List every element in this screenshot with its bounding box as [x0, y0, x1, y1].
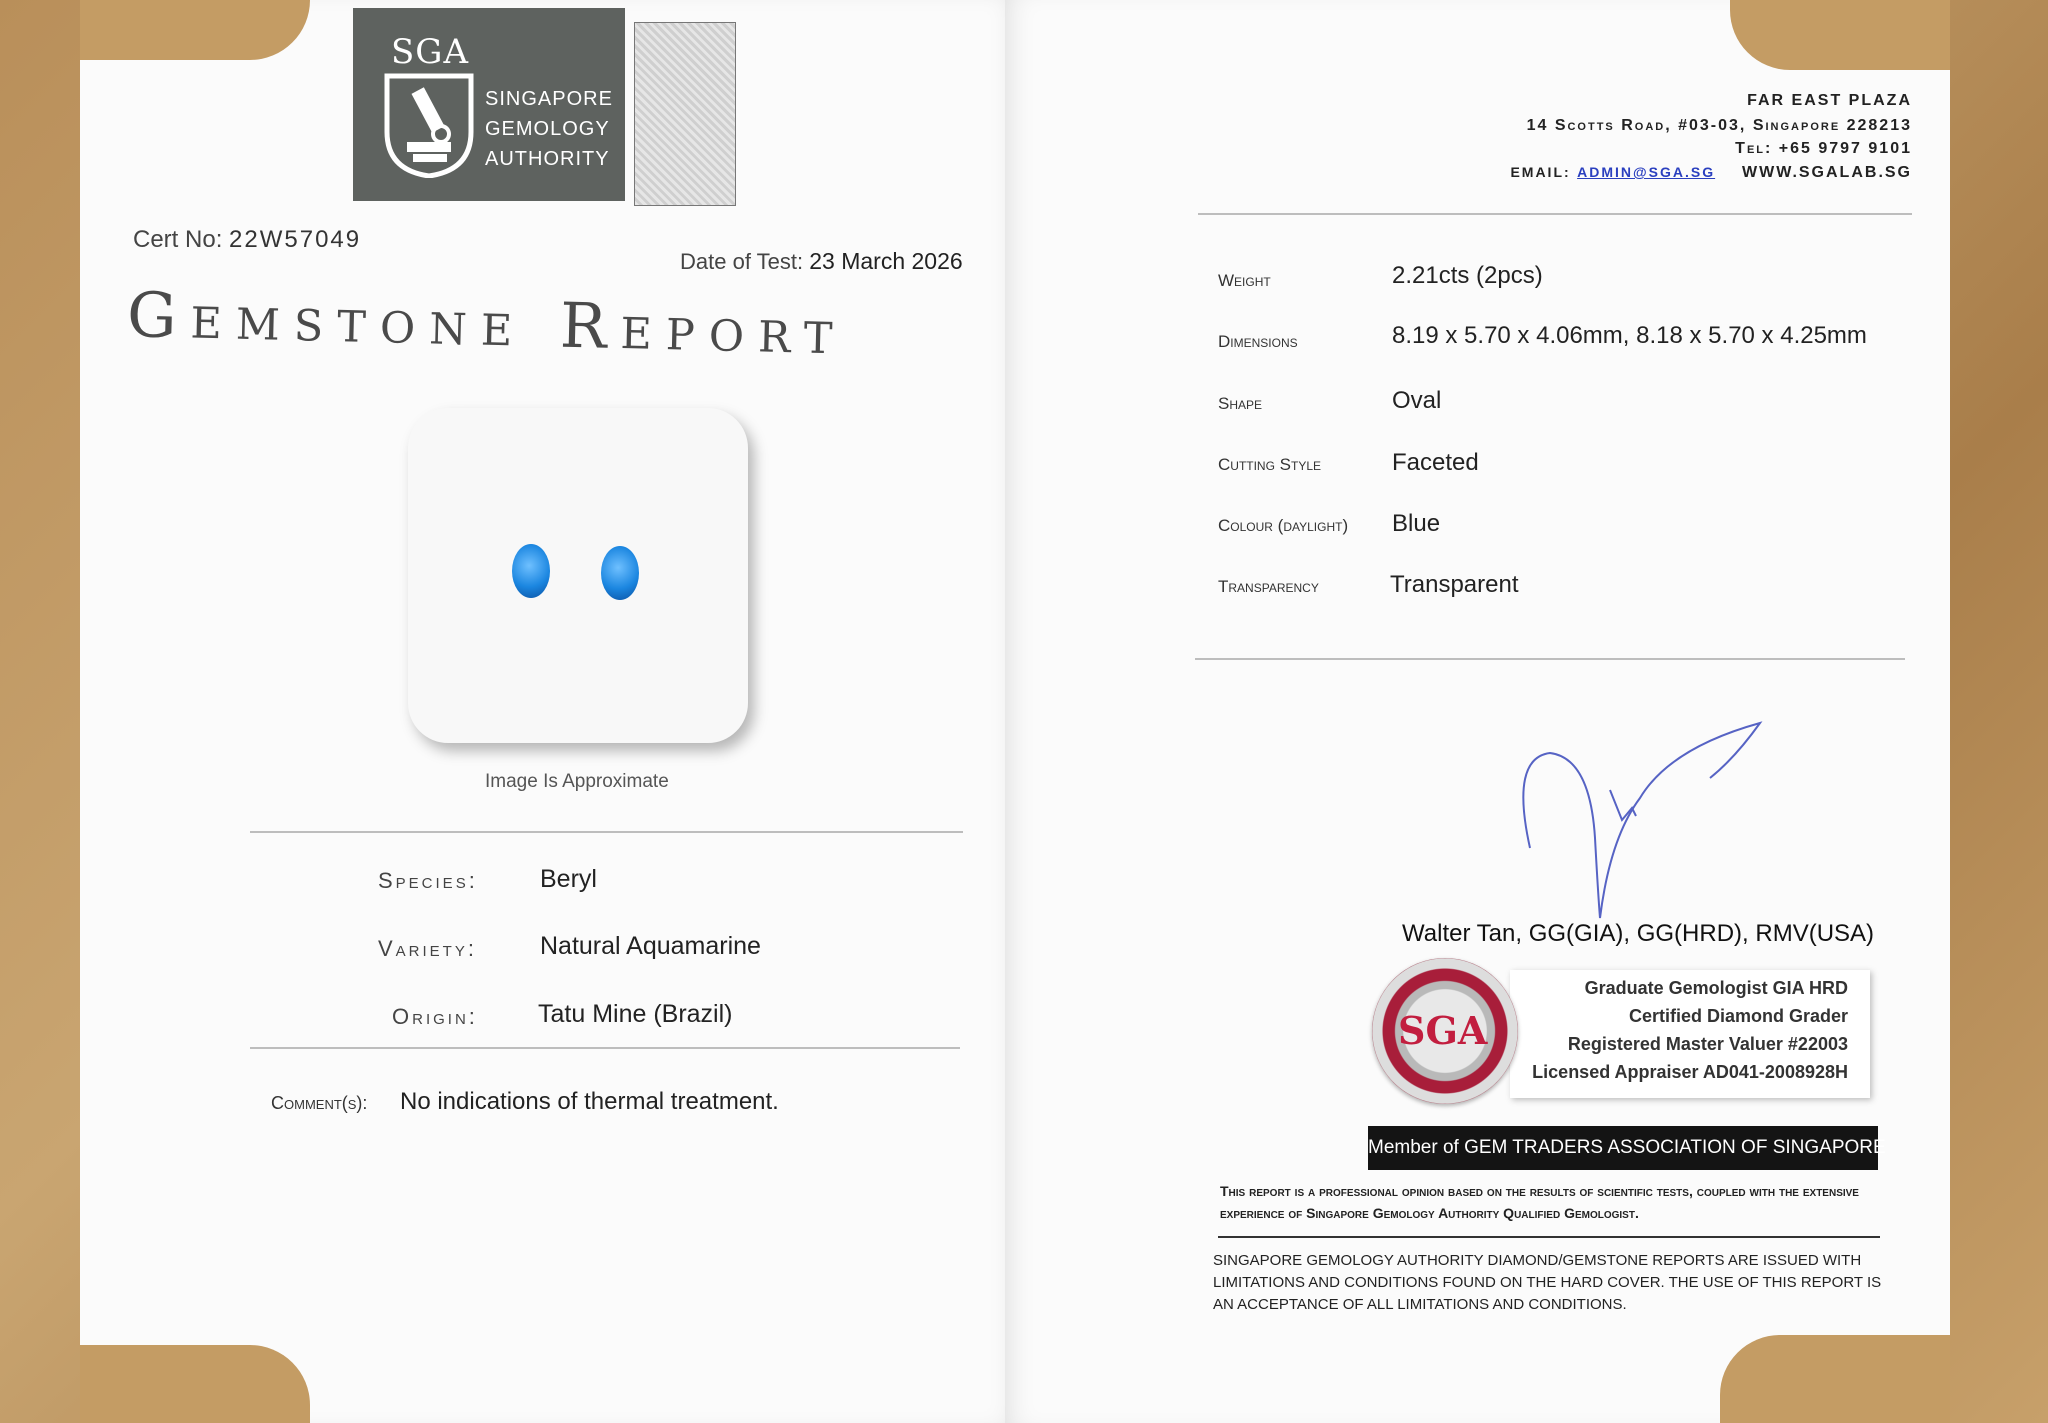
date-value: 23 March 2026 — [809, 248, 963, 274]
sga-logo — [353, 8, 625, 201]
divider-bottom — [250, 1047, 960, 1049]
credentials-box — [1510, 970, 1870, 1098]
variety-value: Natural Aquamarine — [540, 932, 761, 960]
weight-value: 2.21cts (2pcs) — [1392, 262, 1543, 289]
disclaimer-conditions: SINGAPORE GEMOLOGY AUTHORITY DIAMOND/GEMSTONE REPORTS ARE ISSUED WITH LIMITATIONS AND CONDITIONS FOUND ON THE HARD COVER. THE USE OF THIS REPORT IS AN ACCEPTANCE OF ALL LIMITATIONS AND CONDITIONS. — [1213, 1252, 1882, 1313]
sga-seal — [1372, 958, 1518, 1104]
transparency-label: Transparency — [1218, 577, 1319, 596]
website: WWW.SGALAB.SG — [1742, 164, 1912, 181]
comments-label: Comment(s): — [271, 1093, 368, 1113]
shape-label: Shape — [1218, 394, 1263, 413]
email-link[interactable]: ADMIN@SGA.SG — [1577, 164, 1716, 180]
dimensions-value: 8.19 x 5.70 x 4.06mm, 8.18 x 5.70 x 4.25mm — [1392, 322, 1867, 349]
credential-line: Registered Master Valuer #22003 — [1567, 1034, 1848, 1054]
date-label: Date of Test: — [680, 249, 804, 274]
corner-tab-bottom-left — [80, 1345, 310, 1423]
hologram-sticker — [634, 22, 736, 206]
corner-tab-top-right — [1730, 0, 1950, 70]
species-value: Beryl — [540, 865, 597, 893]
disclaimer-divider — [1218, 1236, 1880, 1238]
divider-header — [1198, 213, 1912, 215]
shape-value: Oval — [1392, 387, 1442, 414]
gem-photo — [408, 408, 748, 743]
disclaimer-opinion: This report is a professional opinion based on the results of scientific tests, coupled with the extensive experience of Singapore Gemology Authority Qualified Gemologist. — [1220, 1183, 1859, 1221]
corner-tab-bottom-right — [1720, 1335, 1950, 1423]
transparency-value: Transparent — [1390, 571, 1519, 598]
colour-value: Blue — [1392, 510, 1441, 537]
logo-line-1: SINGAPORE — [485, 88, 613, 110]
gem-stone-2 — [601, 546, 639, 600]
divider-top — [250, 831, 963, 833]
logo-line-3: AUTHORITY — [485, 148, 610, 170]
comments-value: No indications of thermal treatment. — [400, 1088, 779, 1115]
variety-label: Variety: — [378, 936, 477, 961]
signatory-name: Walter Tan, GG(GIA), GG(HRD), RMV(USA) — [1402, 920, 1875, 947]
logo-line-2: GEMOLOGY — [485, 118, 610, 140]
weight-label: Weight — [1218, 271, 1271, 290]
cert-number — [133, 226, 361, 254]
corner-tab-top-left — [80, 0, 310, 60]
credential-line: Licensed Appraiser AD041-2008928H — [1532, 1062, 1848, 1082]
dimensions-label: Dimensions — [1218, 332, 1298, 351]
colour-label: Colour (daylight) — [1218, 516, 1349, 535]
image-caption: Image Is Approximate — [485, 771, 669, 792]
divider-properties — [1195, 658, 1905, 660]
address-line-2: 14 Scotts Road, #03-03, Singapore 228213 — [1526, 117, 1912, 134]
logo-abbr: SGA — [391, 32, 470, 72]
address-line-3: Tel: +65 9797 9101 — [1735, 140, 1912, 157]
test-date — [680, 248, 963, 275]
cutting-style-label: Cutting Style — [1218, 455, 1322, 474]
cert-value: 22W57049 — [229, 226, 362, 253]
email-label: EMAIL: — [1510, 164, 1571, 180]
credential-line: Graduate Gemologist GIA HRD — [1584, 978, 1848, 998]
origin-value: Tatu Mine (Brazil) — [538, 1000, 733, 1028]
cutting-style-value: Faceted — [1392, 449, 1479, 476]
gem-stone-1 — [512, 544, 550, 598]
address-line-1: FAR EAST PLAZA — [1747, 92, 1912, 109]
microscope-icon — [381, 72, 477, 178]
credential-line: Certified Diamond Grader — [1628, 1006, 1848, 1026]
signature-image — [1510, 718, 1770, 928]
species-label: Species: — [378, 868, 478, 893]
origin-label: Origin: — [392, 1004, 478, 1029]
report-title: Gemstone Report — [126, 278, 848, 369]
cert-label: Cert No: — [133, 226, 223, 253]
address-line-4 — [1510, 164, 1912, 182]
member-banner: Member of GEM TRADERS ASSOCIATION OF SINGAPORE — [1368, 1126, 1878, 1170]
seal-text: SGA — [1398, 1008, 1488, 1053]
